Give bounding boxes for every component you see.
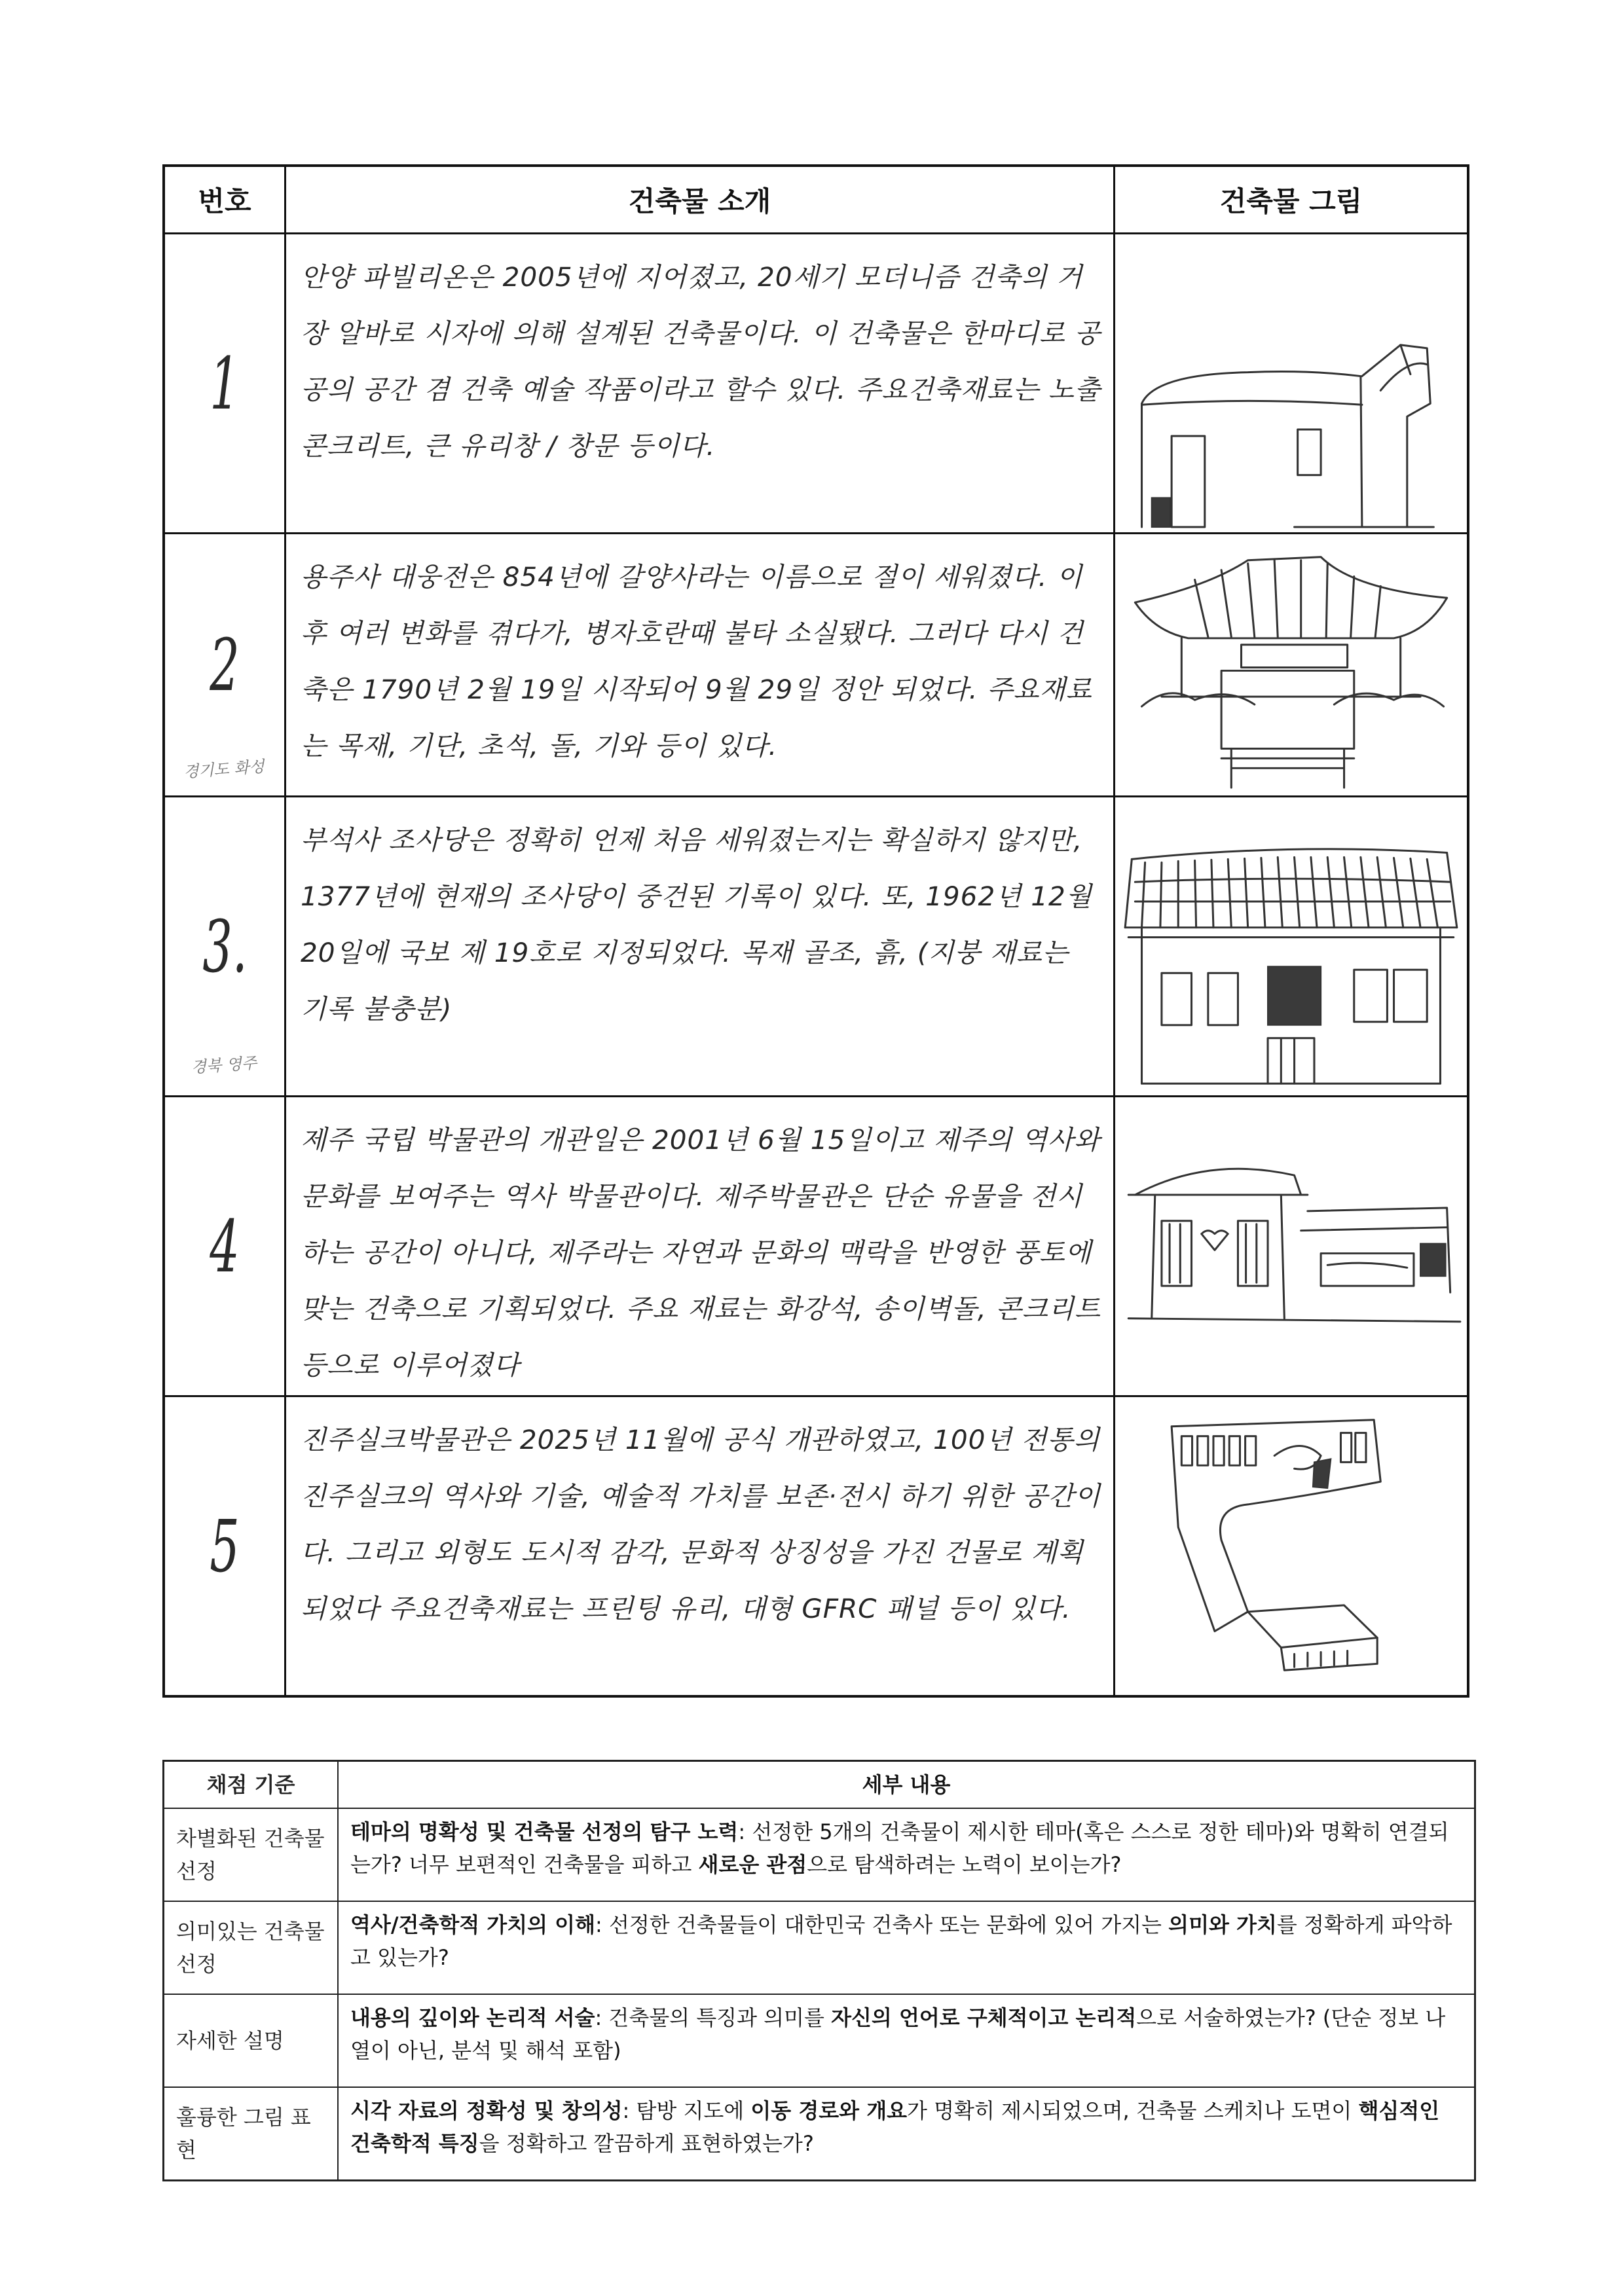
row-number: 4 [210,1204,240,1288]
rubric-detail [339,2088,1474,2179]
row-number-cell [165,797,286,1095]
table-row [165,1095,1467,1395]
rubric-row [164,2086,1474,2179]
header-intro: 건축물 소개 [286,167,1115,232]
rubric-detail-text: : 선정한 건축물들이 대한민국 건축사 또는 문화에 있어 가지는 [595,1912,1169,1937]
pavilion-sketch [1115,234,1467,532]
rubric-header-criterion: 채점 기준 [164,1762,339,1808]
rubric-detail-text: : 탐방 지도에 [622,2098,751,2123]
row-number: 2 [210,623,240,707]
row-description: 안양 파빌리온은 2005년에 지어졌고, 20세기 모더니즘 건축의 거장 알바로 시자에 의해 설계된 건축물이다. 이 건축물은 한마디로 공공의 공간 겸 건축 예술 작품이라고 할수 있다. 주요건축재료는 노출 콘크리트, 큰 유리창 / 창문 등이다. [301,261,1101,462]
rubric-detail-bold: 핵심적인 건축학적 특징 [350,2098,1440,2156]
rubric-row [164,1994,1474,2086]
row-number-cell [165,1097,286,1395]
row-description-cell [286,1397,1115,1695]
row-number-cell [165,234,286,532]
silk-museum-sketch [1115,1397,1467,1695]
header-picture: 건축물 그림 [1219,185,1363,217]
row-number-cell [165,534,286,795]
rubric-header-detail: 세부 내용 [862,1772,951,1797]
rubric-detail-text: 를 정확하게 파악하고 있는가? [350,1912,1452,1970]
temple-hall-sketch [1115,534,1467,795]
row-description-cell [286,234,1115,532]
table-row [165,795,1467,1095]
rubric-detail [339,1995,1474,2086]
rubric-detail-text: 으로 탐색하려는 노력이 보이는가? [807,1852,1122,1877]
table-row [165,532,1467,795]
rubric-row [164,1901,1474,1994]
rubric-detail-bold: 새로운 관점 [698,1852,807,1877]
table-header-row [165,167,1467,232]
architecture-table [162,164,1469,1698]
rubric-criterion: 자세한 설명 [164,1995,339,2086]
rubric-detail-bold: 자신의 언어로 구체적이고 논리적 [831,2005,1137,2030]
row-number-cell [165,1397,286,1695]
rubric-detail [339,1809,1474,1901]
rubric-detail-text: 가 명확히 제시되었으며, 건축물 스케치나 도면이 [907,2098,1359,2123]
rubric-criterion: 훌륭한 그림 표현 [164,2088,339,2179]
row-number: 5 [210,1504,240,1588]
row-location-note: 경북 영주 [190,1053,258,1077]
rubric-criterion: 차별화된 건축물 선정 [164,1809,339,1901]
row-description: 용주사 대웅전은 854년에 갈양사라는 이름으로 절이 세워졌다. 이후 여러 변화를 겪다가, 병자호란때 불타 소실됐다. 그러다 다시 건축은 1790년 2월 19일 시작되어 9월 29일 정안 되었다. 주요재료는 목재, 기단, 초석, 돌, 기와 등이 있다. [301,561,1092,761]
rubric-row [164,1808,1474,1901]
hanok-shrine-sketch [1115,797,1467,1095]
rubric-detail [339,1902,1474,1994]
table-row [165,232,1467,532]
rubric-detail-bold: 시각 자료의 정확성 및 창의성 [350,2098,623,2123]
rubric-detail-bold: 의미와 가치 [1168,1912,1277,1937]
rubric-detail-bold: 내용의 깊이와 논리적 서술 [350,2005,595,2030]
rubric-detail-text: : 선정한 5개의 건축물이 제시한 테마(혹은 스스로 정한 테마)와 명확히 연결되는가? 너무 보편적인 건축물을 피하고 [350,1819,1449,1877]
row-description: 부석사 조사당은 정확히 언제 처음 세워졌는지는 확실하지 않지만, 1377년에 현재의 조사당이 중건된 기록이 있다. 또, 1962년 12월 20일에 국보 제 19호로 지정되었다. 목재 골조, 흙, (지붕 재료는 기록 불충분) [301,824,1092,1025]
row-description-cell [286,1097,1115,1395]
rubric-detail-text: : 건축물의 특징과 의미를 [595,2005,832,2030]
header-number: 번호 [165,167,286,232]
rubric-criterion: 의미있는 건축물 선정 [164,1902,339,1994]
row-description: 제주 국립 박물관의 개관일은 2001년 6월 15일이고 제주의 역사와 문화를 보여주는 역사 박물관이다. 제주박물관은 단순 유물을 전시하는 공간이 아니다, 제주라는 자연과 문화의 맥락을 반영한 풍토에 맞는 건축으로 기획되었다. 주요 재료는 화강석, 송이벽돌, 콘크리트 등으로 이루어졌다 [301,1124,1101,1381]
grading-rubric-table [162,1760,1476,2181]
rubric-detail-bold: 테마의 명확성 및 건축물 선정의 탐구 노력 [350,1819,739,1844]
row-number: 1 [210,341,240,426]
row-number: 3. [202,904,248,989]
rubric-detail-bold: 역사/건축학적 가치의 이해 [350,1912,596,1937]
row-description-cell [286,534,1115,795]
museum-sketch [1115,1097,1467,1395]
rubric-detail-text: 을 정확하고 깔끔하게 표현하였는가? [479,2131,814,2156]
rubric-header-row [164,1762,1474,1808]
rubric-detail-text: 으로 서술하였는가? (단순 정보 나열이 아닌, 분석 및 해석 포함) [350,2005,1446,2063]
row-description: 진주실크박물관은 2025년 11월에 공식 개관하였고, 100년 전통의 진주실크의 역사와 기술, 예술적 가치를 보존·전시 하기 위한 공간이다. 그리고 외형도 도시적 감각, 문화적 상징성을 가진 건물로 계획되었다 주요건축재료는 프린팅 유리, 대형 GFRC 패널 등이 있다. [301,1424,1101,1624]
row-description-cell [286,797,1115,1095]
table-row [165,1395,1467,1695]
row-location-note: 경기도 화성 [183,757,265,782]
rubric-detail-bold: 이동 경로와 개요 [750,2098,908,2123]
